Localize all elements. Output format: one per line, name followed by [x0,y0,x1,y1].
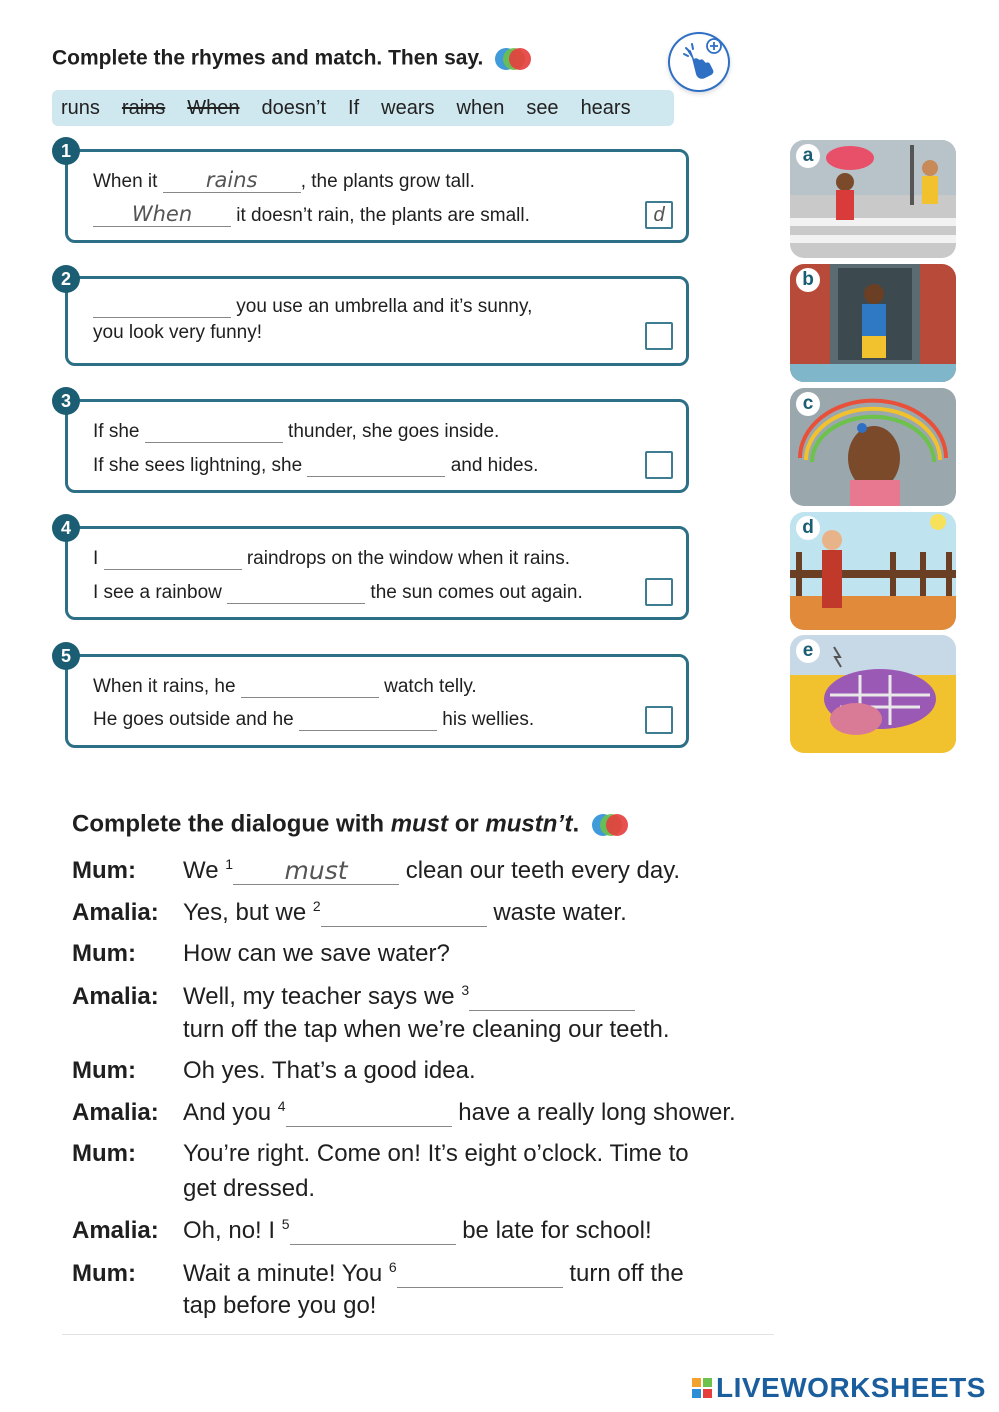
answer-blank[interactable] [397,1261,563,1288]
dialogue-line: Mum: How can we save water? [72,940,450,967]
question-number: 5 [52,642,80,670]
match-box[interactable] [645,706,673,734]
liveworksheets-logo[interactable]: LIVEWORKSHEETS [692,1372,986,1404]
question-number: 3 [52,387,80,415]
answer-blank[interactable] [227,581,365,604]
answer-blank[interactable] [241,675,379,698]
answer-blank[interactable]: rains [163,170,301,193]
dialogue-line: Amalia: Well, my teacher says we $^3$ [72,982,635,1011]
divider [62,1334,774,1335]
dialogue-line: Mum: We $^1$ must clean our teeth every day. [72,856,681,885]
dialogue-continuation: tap before you go! [183,1292,377,1319]
picture-letter: d [796,516,820,540]
word-bank-item: when [456,96,505,119]
word-bank [52,90,674,126]
match-box[interactable] [645,451,673,479]
dialogue-continuation: get dressed. [183,1175,316,1202]
tap-hand-icon[interactable] [668,32,730,92]
word-bank-item: When [187,96,240,119]
answer-blank[interactable]: When [93,204,231,227]
match-box[interactable] [645,322,673,350]
dialogue-line: Amalia: Oh, no! I $^5$ be late for school! [72,1216,652,1244]
word-bank-item: runs [61,96,100,119]
question-box-4: I raindrops on the window when it rains. I see a rainbow the sun comes out again. [65,526,689,620]
speaking-circles-icon [590,810,630,840]
answer-blank[interactable] [469,984,635,1011]
word-bank-item: doesn’t [261,96,327,119]
question-box-5: When it rains, he watch telly. He goes outside and he his wellies. [65,654,689,748]
word-bank-item: wears [381,96,435,119]
speaking-circles-icon [493,44,533,74]
section1-title: Complete the rhymes and match. Then say. [52,44,533,74]
question-box-2: you use an umbrella and it’s sunny, you look very funny! [65,276,689,366]
picture-letter: b [796,268,820,292]
answer-blank[interactable] [93,295,231,318]
answer-blank[interactable] [321,900,487,927]
dialogue-line: Mum: Wait a minute! You $^6$ turn off the [72,1259,684,1287]
answer-blank[interactable] [299,708,437,731]
word-bank-item: hears [580,96,631,119]
picture-letter: e [796,639,820,663]
word-bank-item: see [526,96,559,119]
question-number: 2 [52,265,80,293]
picture-a-crossing [790,140,956,258]
dialogue-continuation: turn off the tap when we’re cleaning our teeth. [183,1016,670,1043]
answer-blank[interactable]: must [233,858,399,885]
liveworksheets-logo-icon [692,1378,712,1398]
match-box[interactable]: d [645,201,673,229]
dialogue-line: Mum: Oh yes. That’s a good idea. [72,1057,476,1084]
answer-blank[interactable] [307,454,445,477]
word-bank-item: If [348,96,360,119]
picture-letter: a [796,144,820,168]
dialogue-line: Amalia: And you $^4$ have a really long shower. [72,1098,736,1126]
picture-d-garden [790,512,956,630]
picture-b-door [790,264,956,382]
question-number: 4 [52,514,80,542]
picture-e-blanket [790,635,956,753]
word-bank-item: rains [121,96,166,119]
match-box[interactable] [645,578,673,606]
dialogue-line: Amalia: Yes, but we $^2$ waste water. [72,898,627,926]
question-box-1: When it rains , the plants grow tall. When it doesn’t rain, the plants are small. d [65,149,689,243]
picture-c-rainbow [790,388,956,506]
picture-letter: c [796,392,820,416]
dialogue-line: Mum: You’re right. Come on! It’s eight o’clock. Time to [72,1140,689,1167]
question-box-3: If she thunder, she goes inside. If she sees lightning, she and hides. [65,399,689,493]
answer-blank[interactable] [145,420,283,443]
answer-blank[interactable] [290,1218,456,1245]
answer-blank[interactable] [104,547,242,570]
section2-title: Complete the dialogue with must or mustn’t. [72,810,630,840]
answer-blank[interactable] [286,1100,452,1127]
question-number: 1 [52,137,80,165]
